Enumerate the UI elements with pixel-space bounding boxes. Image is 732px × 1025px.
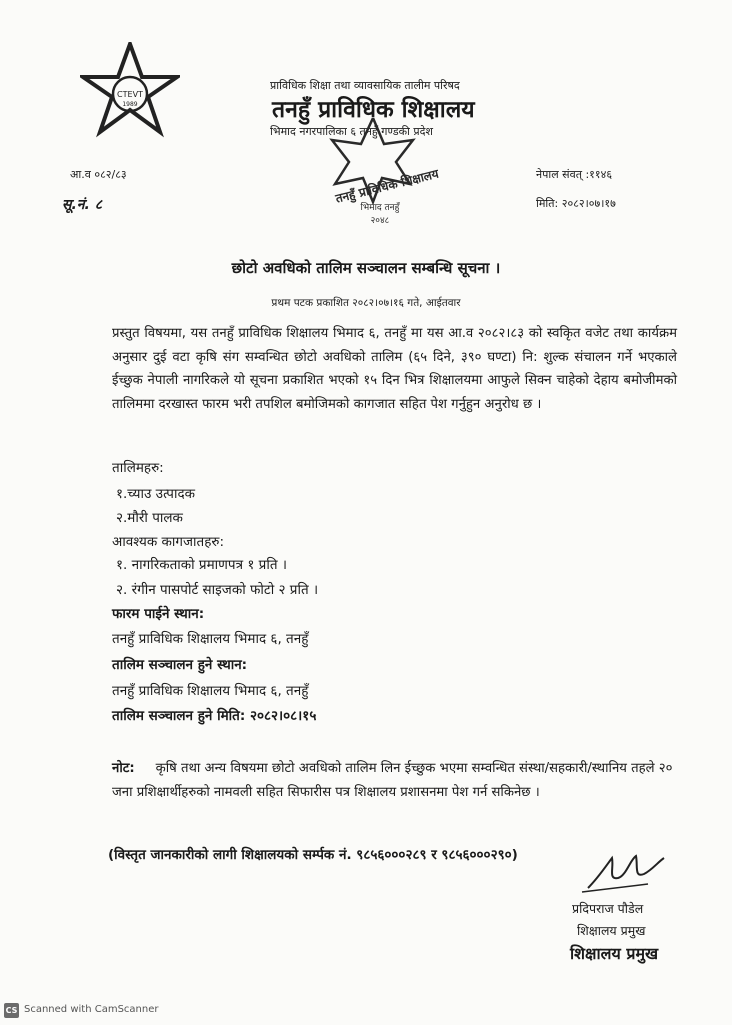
handwritten-signature [578, 848, 668, 896]
scanner-watermark: Scanned with CamScanner [24, 1004, 159, 1015]
letter-date: मिति: २०८२।०७।१७ [536, 197, 616, 210]
note-text: कृषि तथा अन्य विषयमा छोटो अवधिको तालिम लिन ईच्छुक भएमा सम्वन्धित संस्था/सहकारी/स्थानिय तहले २० जना प्रशिक्षार्थीहरुको नामवली सहित सिफारीस पत्र शिक्षालय प्रशासनमा पेश गर्न सकिनेछ । [112, 761, 673, 800]
school-seal-stamp [318, 118, 448, 226]
signatory-name: प्रदिपराज पौडेल [572, 901, 644, 916]
school-address: भिमाद नगरपालिका ६ तनहुँ गण्डकी प्रदेश [270, 125, 433, 138]
fiscal-year: आ.व ०८२/८३ [70, 168, 127, 181]
nepal-era: नेपाल संवत् :११४६ [536, 168, 613, 181]
documents-heading: आवश्यक कागजातहरु: [112, 534, 224, 550]
council-name: प्राविधिक शिक्षा तथा व्यावसायिक तालीम परिषद [270, 79, 460, 92]
school-name: तनहुँ प्राविधिक शिक्षालय [272, 97, 475, 123]
reference-number: सू.नं. ८ [62, 197, 103, 213]
venue: तनहुँ प्राविधिक शिक्षालय भिमाद ६, तनहुँ [112, 683, 309, 699]
training-date: तालिम सञ्चालन हुने मिति: २०८२।०८।१५ [112, 708, 317, 724]
form-place-heading: फारम पाईने स्थान: [112, 606, 205, 622]
document-item: १. नागरिकताको प्रमाणपत्र १ प्रति । [116, 557, 287, 573]
logo-text: CTEVT [117, 90, 143, 99]
note-label: नोट: [112, 761, 135, 776]
note-block [112, 757, 677, 805]
ctevt-logo [80, 42, 180, 142]
seal-text: तनहुँ प्राविधिक शिक्षालय [334, 166, 441, 206]
training-item: २.मौरी पालक [116, 510, 183, 526]
contact-info: (विस्तृत जानकारीको लागी शिक्षालयको सर्म्पक नं. ९८५६०००२८९ र ९८५६०००२९०) [108, 847, 518, 863]
venue-heading: तालिम सञ्चालन हुने स्थान: [112, 657, 248, 673]
document-item: २. रंगीन पासपोर्ट साइजको फोटो २ प्रति । [116, 582, 319, 598]
seal-place: भिमाद तनहुँ [360, 203, 400, 213]
signatory-role: शिक्षालय प्रमुख [577, 923, 646, 938]
training-item: १.च्याउ उत्पादक [116, 486, 196, 502]
logo-year: 1989 [122, 101, 138, 108]
notice-title: छोटो अवधिको तालिम सञ्चालन सम्बन्धि सूचना । [231, 259, 501, 277]
camscanner-icon: CS [4, 1003, 19, 1018]
seal-year: २०४८ [370, 216, 390, 226]
published-date: प्रथम पटक प्रकाशित २०८२।०७।१६ गते, आईतवार [271, 297, 461, 309]
notice-body: प्रस्तुत विषयमा, यस तनहुँ प्राविधिक शिक्षालय भिमाद ६, तनहुँ मा यस आ.व २०८२।८३ को स्वकृित वजेट तथा कार्यक्रम अनुसार दुई वटा कृषि संग सम्वन्धित छोटो अवधिको तालिम (६५ दिने, ३९० घण्टा) नि: शुल्क संचालन गर्ने भएकाले ईच्छुक नेपाली नागरिकले यो सूचना प्रकाशित भएको १५ दिन भित्र शिक्षालयमा आफुले सिक्न चाहेको देहाय बमोजीमको तालिममा दरखास्त फारम भरी तपशिल बमोजिमको कागजात सहित पेश गर्नुहुन अनुरोध छ । [112, 326, 677, 412]
role-stamp: शिक्षालय प्रमुख [570, 944, 659, 963]
trainings-heading: तालिमहरु: [112, 460, 164, 476]
form-place: तनहुँ प्राविधिक शिक्षालय भिमाद ६, तनहुँ [112, 631, 309, 647]
